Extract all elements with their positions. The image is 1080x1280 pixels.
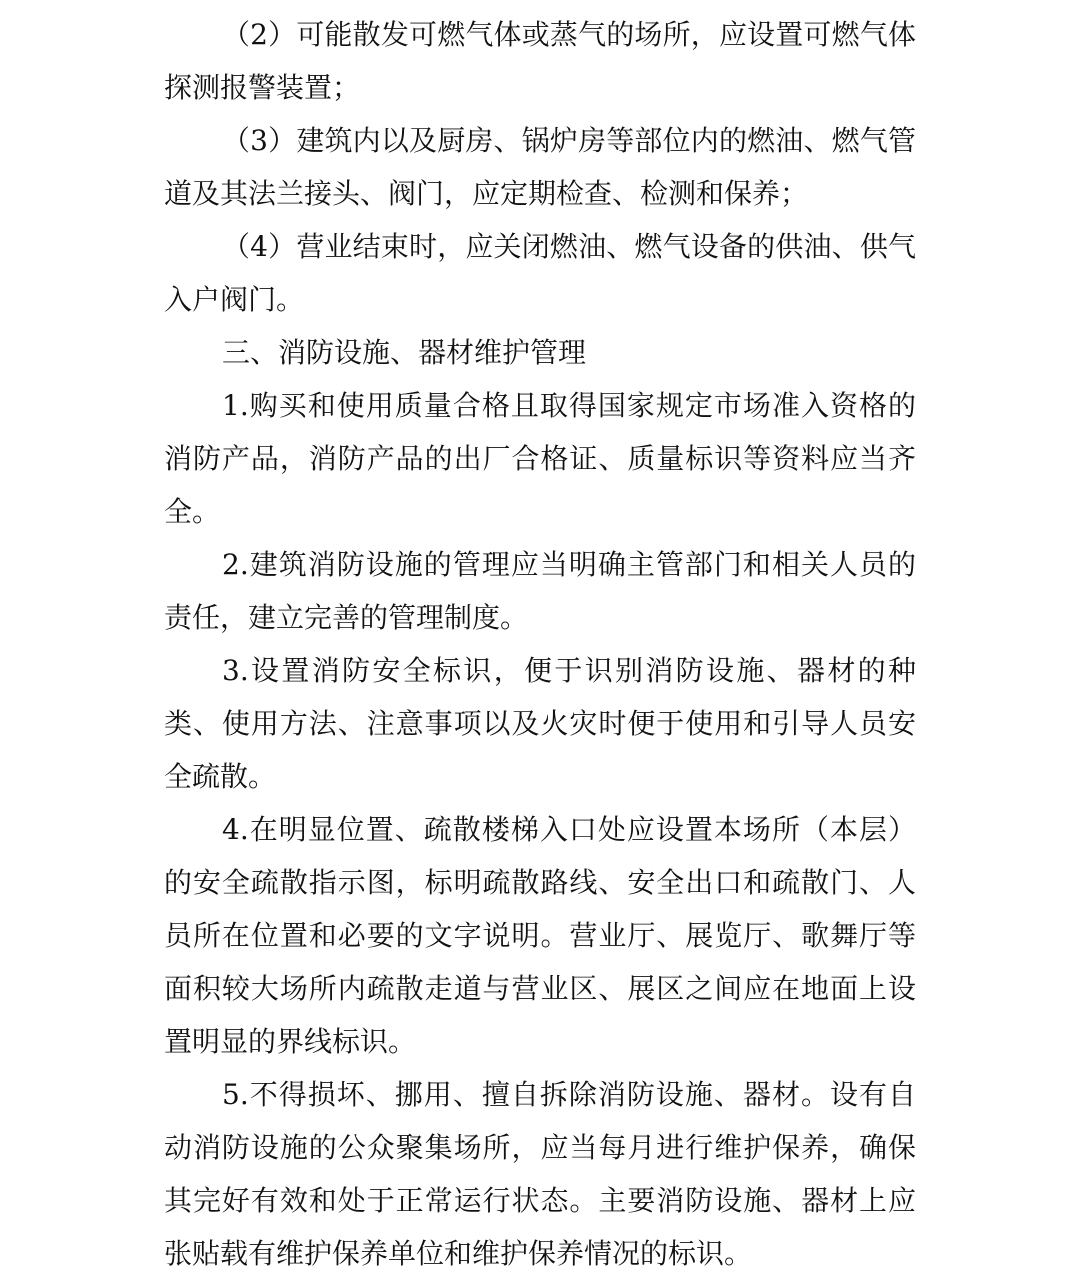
- paragraph-item-4: 4.在明显位置、疏散楼梯入口处应设置本场所（本层）的安全疏散指示图，标明疏散路线、安全出口和疏散门、人员所在位置和必要的文字说明。营业厅、展览厅、歌舞厅等面积较大场所内疏散走道与营业区、展区之间应在地面上设置明显的界线标识。: [164, 813, 916, 1058]
- section-heading-fire-facilities: 三、消防设施、器材维护管理: [222, 336, 587, 369]
- paragraph-close-valves: （4）营业结束时，应关闭燃油、燃气设备的供油、供气入户阀门。: [164, 230, 916, 316]
- paragraph-item-1: 1.购买和使用质量合格且取得国家规定市场准入资格的消防产品，消防产品的出厂合格证、质量标识等资料应当齐全。: [164, 389, 916, 528]
- paragraph-item-5: 5.不得损坏、挪用、擅自拆除消防设施、器材。设有自动消防设施的公众聚集场所，应当每月进行维护保养，确保其完好有效和处于正常运行状态。主要消防设施、器材上应张贴载有维护保养单位和维护保养情况的标识。: [164, 1078, 916, 1270]
- paragraph-item-3: 3.设置消防安全标识，便于识别消防设施、器材的种类、使用方法、注意事项以及火灾时便于使用和引导人员安全疏散。: [164, 654, 916, 793]
- document-page: [164, 8, 916, 1280]
- paragraph-gas-detection: （2）可能散发可燃气体或蒸气的场所，应设置可燃气体探测报警装置；: [164, 18, 916, 104]
- paragraph-pipeline-inspection: （3）建筑内以及厨房、锅炉房等部位内的燃油、燃气管道及其法兰接头、阀门，应定期检查、检测和保养；: [164, 124, 916, 210]
- paragraph-item-2: 2.建筑消防设施的管理应当明确主管部门和相关人员的责任，建立完善的管理制度。: [164, 548, 916, 634]
